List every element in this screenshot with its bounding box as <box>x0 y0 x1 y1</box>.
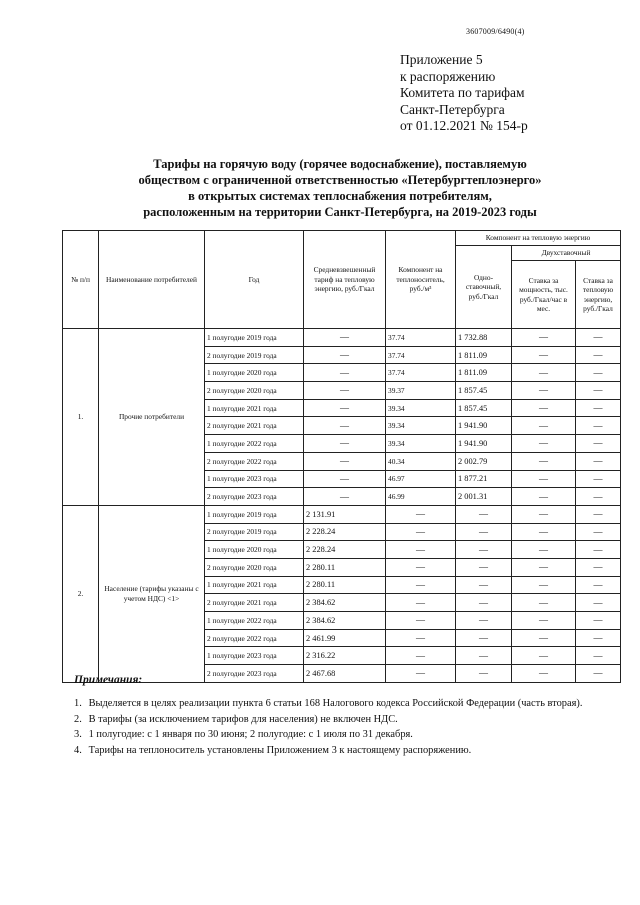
avg-tariff-cell: — <box>304 382 386 400</box>
period-cell: 1 полугодие 2020 года <box>205 364 304 382</box>
capacity-rate-cell: — <box>512 576 576 594</box>
single-rate-cell: 1 941.90 <box>456 435 512 453</box>
title-line: Тарифы на горячую воду (горячее водоснабжение), поставляемую <box>153 157 527 171</box>
appendix-block <box>400 52 528 135</box>
carrier-cell: — <box>386 594 456 612</box>
single-rate-cell: 1 877.21 <box>456 470 512 488</box>
energy-rate-cell: — <box>576 452 621 470</box>
single-rate-cell: 1 941.90 <box>456 417 512 435</box>
single-rate-cell: 1 811.09 <box>456 346 512 364</box>
carrier-cell: 37.74 <box>386 364 456 382</box>
period-cell: 2 полугодие 2020 года <box>205 382 304 400</box>
period-cell: 1 полугодие 2019 года <box>205 505 304 523</box>
carrier-cell: 39.34 <box>386 417 456 435</box>
carrier-cell: — <box>386 576 456 594</box>
carrier-cell: — <box>386 665 456 683</box>
avg-tariff-cell: 2 131.91 <box>304 505 386 523</box>
energy-rate-cell: — <box>576 435 621 453</box>
energy-rate-cell: — <box>576 470 621 488</box>
capacity-rate-cell: — <box>512 629 576 647</box>
avg-tariff-cell: 2 461.99 <box>304 629 386 647</box>
document-number: 3607009/6490(4) <box>466 27 525 36</box>
period-cell: 2 полугодие 2021 года <box>205 594 304 612</box>
capacity-rate-cell: — <box>512 505 576 523</box>
carrier-cell: — <box>386 629 456 647</box>
appendix-line: Приложение 5 <box>400 52 483 67</box>
capacity-rate-cell: — <box>512 470 576 488</box>
carrier-cell: 39.37 <box>386 382 456 400</box>
carrier-cell: 37.74 <box>386 329 456 347</box>
avg-tariff-cell: — <box>304 488 386 506</box>
avg-tariff-cell: — <box>304 435 386 453</box>
capacity-rate-cell: — <box>512 435 576 453</box>
appendix-line: к распоряжению <box>400 68 496 84</box>
header-year: Год <box>205 231 304 329</box>
avg-tariff-cell: 2 384.62 <box>304 612 386 630</box>
notes-title: Примечания: <box>74 674 143 686</box>
note-text: Тарифы на теплоноситель установлены Приложением 3 к настоящему распоряжению. <box>88 744 472 756</box>
period-cell: 2 полугодие 2023 года <box>205 665 304 683</box>
tariff-table-body <box>63 329 621 683</box>
capacity-rate-cell: — <box>512 346 576 364</box>
period-cell: 1 полугодие 2019 года <box>205 329 304 347</box>
avg-tariff-cell: — <box>304 399 386 417</box>
single-rate-cell: — <box>456 541 512 559</box>
capacity-rate-cell: — <box>512 523 576 541</box>
energy-rate-cell: — <box>576 558 621 576</box>
single-rate-cell: — <box>456 594 512 612</box>
capacity-rate-cell: — <box>512 647 576 665</box>
single-rate-cell: 2 002.79 <box>456 452 512 470</box>
header-thermal-component: Компонент на тепловую энергию <box>456 231 621 246</box>
consumer-name: Население (тарифы указаны с учетом НДС) <1> <box>99 505 205 682</box>
header-single-rate: Одно-ставочный, руб./Гкал <box>456 246 512 329</box>
period-cell: 2 полугодие 2022 года <box>205 629 304 647</box>
period-cell: 1 полугодие 2021 года <box>205 399 304 417</box>
header-consumers: Наименование потребителей <box>99 231 205 329</box>
period-cell: 1 полугодие 2020 года <box>205 541 304 559</box>
period-cell: 1 полугодие 2022 года <box>205 612 304 630</box>
appendix-line: Комитета по тарифам <box>400 85 525 100</box>
note-text: Выделяется в целях реализации пункта 6 статьи 168 Налогового кодекса Российской Федерации (часть вторая). <box>88 698 583 709</box>
note-number: 1. <box>74 698 82 709</box>
carrier-cell: 46.97 <box>386 470 456 488</box>
header-num: № п/п <box>63 231 99 329</box>
tariff-table <box>62 230 621 683</box>
period-cell: 2 полугодие 2019 года <box>205 346 304 364</box>
table-row <box>63 329 621 347</box>
capacity-rate-cell: — <box>512 452 576 470</box>
consumer-name: Прочие потребители <box>99 329 205 506</box>
note-item <box>74 712 614 728</box>
carrier-cell: 46.99 <box>386 488 456 506</box>
note-text: 1 полугодие: с 1 января по 30 июня; 2 полугодие: с 1 июля по 31 декабря. <box>88 729 413 740</box>
single-rate-cell: — <box>456 558 512 576</box>
note-text: В тарифы (за исключением тарифов для населения) не включен НДС. <box>88 713 398 725</box>
header-two-rate: Двухставочный <box>512 246 621 261</box>
capacity-rate-cell: — <box>512 417 576 435</box>
avg-tariff-cell: — <box>304 346 386 364</box>
period-cell: 2 полугодие 2023 года <box>205 488 304 506</box>
single-rate-cell: — <box>456 576 512 594</box>
header-energy-rate: Ставка за тепловую энергию, руб./Гкал <box>576 261 621 329</box>
energy-rate-cell: — <box>576 612 621 630</box>
period-cell: 2 полугодие 2020 года <box>205 558 304 576</box>
period-cell: 1 полугодие 2022 года <box>205 435 304 453</box>
capacity-rate-cell: — <box>512 594 576 612</box>
carrier-cell: 40.34 <box>386 452 456 470</box>
energy-rate-cell: — <box>576 329 621 347</box>
title-line: в открытых системах теплоснабжения потребителям, <box>188 189 492 203</box>
energy-rate-cell: — <box>576 647 621 665</box>
avg-tariff-cell: — <box>304 329 386 347</box>
energy-rate-cell: — <box>576 346 621 364</box>
capacity-rate-cell: — <box>512 382 576 400</box>
energy-rate-cell: — <box>576 594 621 612</box>
header-avg-tariff: Средневзвешенный тариф на тепловую энергию, руб./Гкал <box>304 231 386 329</box>
energy-rate-cell: — <box>576 629 621 647</box>
capacity-rate-cell: — <box>512 612 576 630</box>
carrier-cell: — <box>386 647 456 665</box>
period-cell: 2 полугодие 2019 года <box>205 523 304 541</box>
capacity-rate-cell: — <box>512 364 576 382</box>
carrier-cell: — <box>386 558 456 576</box>
energy-rate-cell: — <box>576 505 621 523</box>
single-rate-cell: 1 857.45 <box>456 382 512 400</box>
avg-tariff-cell: 2 316.22 <box>304 647 386 665</box>
capacity-rate-cell: — <box>512 399 576 417</box>
carrier-cell: 39.34 <box>386 435 456 453</box>
avg-tariff-cell: 2 467.68 <box>304 665 386 683</box>
header-capacity-rate: Ставка за мощность, тыс. руб./Гкал/час в мес. <box>512 261 576 329</box>
energy-rate-cell: — <box>576 541 621 559</box>
avg-tariff-cell: — <box>304 417 386 435</box>
energy-rate-cell: — <box>576 364 621 382</box>
avg-tariff-cell: 2 280.11 <box>304 558 386 576</box>
note-item <box>74 696 614 712</box>
carrier-cell: — <box>386 505 456 523</box>
carrier-cell: — <box>386 541 456 559</box>
title-line: обществом с ограниченной ответственностью «Петербургтеплоэнерго» <box>138 173 542 187</box>
title-line: расположенным на территории Санкт-Петербурга, на 2019-2023 годы <box>143 205 537 219</box>
note-number: 3. <box>74 729 82 740</box>
energy-rate-cell: — <box>576 576 621 594</box>
single-rate-cell: 2 001.31 <box>456 488 512 506</box>
energy-rate-cell: — <box>576 523 621 541</box>
single-rate-cell: — <box>456 612 512 630</box>
avg-tariff-cell: — <box>304 364 386 382</box>
period-cell: 2 полугодие 2021 года <box>205 417 304 435</box>
avg-tariff-cell: 2 280.11 <box>304 576 386 594</box>
energy-rate-cell: — <box>576 417 621 435</box>
single-rate-cell: — <box>456 647 512 665</box>
avg-tariff-cell: 2 384.62 <box>304 594 386 612</box>
capacity-rate-cell: — <box>512 665 576 683</box>
single-rate-cell: — <box>456 523 512 541</box>
avg-tariff-cell: 2 228.24 <box>304 541 386 559</box>
period-cell: 1 полугодие 2021 года <box>205 576 304 594</box>
note-number: 4. <box>74 744 82 756</box>
avg-tariff-cell: — <box>304 470 386 488</box>
single-rate-cell: 1 732.88 <box>456 329 512 347</box>
energy-rate-cell: — <box>576 665 621 683</box>
single-rate-cell: — <box>456 505 512 523</box>
table-row <box>63 505 621 523</box>
appendix-line: Санкт-Петербурга <box>400 101 505 117</box>
period-cell: 1 полугодие 2023 года <box>205 647 304 665</box>
single-rate-cell: — <box>456 629 512 647</box>
note-item <box>74 743 614 759</box>
avg-tariff-cell: 2 228.24 <box>304 523 386 541</box>
energy-rate-cell: — <box>576 488 621 506</box>
capacity-rate-cell: — <box>512 488 576 506</box>
carrier-cell: 37.74 <box>386 346 456 364</box>
row-number: 2. <box>63 505 99 682</box>
single-rate-cell: 1 811.09 <box>456 364 512 382</box>
period-cell: 1 полугодие 2023 года <box>205 470 304 488</box>
carrier-cell: — <box>386 523 456 541</box>
single-rate-cell: 1 857.45 <box>456 399 512 417</box>
carrier-cell: — <box>386 612 456 630</box>
capacity-rate-cell: — <box>512 558 576 576</box>
header-carrier-component: Компонент на теплоноситель, руб./м³ <box>386 231 456 329</box>
single-rate-cell: — <box>456 665 512 683</box>
row-number: 1. <box>63 329 99 506</box>
note-item <box>74 727 614 743</box>
document-title <box>80 156 600 220</box>
notes-list <box>74 696 614 758</box>
avg-tariff-cell: — <box>304 452 386 470</box>
appendix-line: от 01.12.2021 № 154-р <box>400 118 528 133</box>
capacity-rate-cell: — <box>512 541 576 559</box>
note-number: 2. <box>74 713 82 725</box>
carrier-cell: 39.34 <box>386 399 456 417</box>
capacity-rate-cell: — <box>512 329 576 347</box>
period-cell: 2 полугодие 2022 года <box>205 452 304 470</box>
energy-rate-cell: — <box>576 382 621 400</box>
energy-rate-cell: — <box>576 399 621 417</box>
